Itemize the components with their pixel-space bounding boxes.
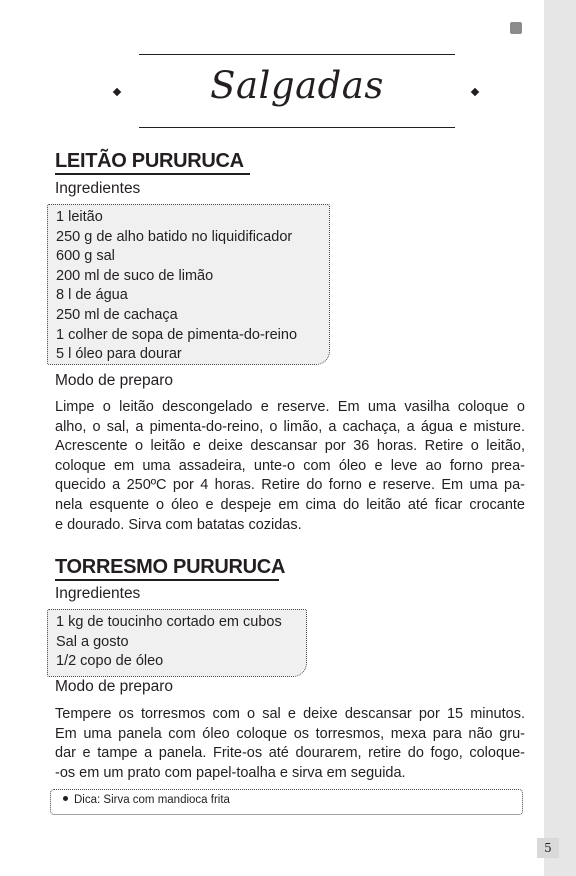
method-line: Em uma panela com óleo coloque os torresmos, mexa para não gru- [55,725,525,742]
method-line: e dourado. Sirva com batatas cozidas. [55,516,302,533]
title-rule-top [139,54,455,55]
diamond-ornament-left [113,88,121,96]
ingredient-item: 1 leitão [56,209,103,225]
tip-box [50,789,523,815]
method-line: -os em um prato com papel-toalha e sirva em seguida. [55,764,406,781]
title-rule-bottom [139,127,455,128]
ingredients-label: Ingredientes [55,180,141,197]
method-line: quecido a 250ºC por 4 horas. Retire do forno e reserve. Em uma pa- [55,477,525,494]
ingredient-item: 1 colher de sopa de pimenta-do-reino [56,326,298,343]
ingredient-item: 250 g de alho batido no liquidificador [56,228,293,245]
method-line: Tempere os torresmos com o sal e deixe descansar por 15 minutos. [55,706,525,722]
ingredients-box [47,609,307,677]
method-line: dar e tampe a panela. Frite-os até dourarem, retire do fogo, coloque- [55,745,525,762]
bullet-icon [63,796,68,801]
diamond-ornament-right [471,88,479,96]
method-label: Modo de preparo [55,372,174,389]
ingredient-item: 1 kg de toucinho cortado em cubos [56,614,282,630]
ingredient-item: 8 l de água [56,287,128,304]
method-line: alho, o sal, a pimenta-do-reino, o limão, a cachaça, a água e misture. [55,418,525,435]
recipe-title-underline [55,579,279,581]
page-side-strip [544,0,576,876]
recipe-title-torresmo [55,556,285,579]
recipe-title-text: LEITÃO PURURUCA [55,150,244,172]
page-number: 5 [537,838,559,858]
method-text [55,398,525,535]
ingredients-label: Ingredientes [55,585,141,602]
recipe-title-text: TORRESMO PURURUCA [55,556,286,578]
method-text [55,705,525,783]
ingredient-item: 200 ml de suco de limão [56,267,214,284]
method-line: nela esquente o óleo e despeje em cima do leitão até ficar crocante [55,496,525,513]
ingredient-item: 250 ml de cachaça [56,306,178,323]
ingredient-item: 5 l óleo para dourar [56,346,182,363]
ingredient-item: 1/2 copo de óleo [56,653,164,670]
section-title: Salgadas [210,64,384,107]
recipe-title-leitao [55,150,244,173]
recipe-title-underline [55,173,250,175]
ingredient-item: Sal a gosto [56,633,129,650]
tip-text: Dica: Sirva com mandioca frita [74,794,230,806]
corner-marker [510,22,522,34]
method-label: Modo de preparo [55,678,174,695]
method-line: coloque em uma assadeira, unte-o com óleo e leve ao forno prea- [55,457,525,474]
ingredients-box [47,204,330,365]
ingredient-item: 600 g sal [56,248,115,265]
method-line: Acrescente o leitão e deixe descansar por 36 horas. Retire o leitão, [55,438,525,455]
method-line: Limpe o leitão descongelado e reserve. Em uma vasilha coloque o [55,399,525,415]
